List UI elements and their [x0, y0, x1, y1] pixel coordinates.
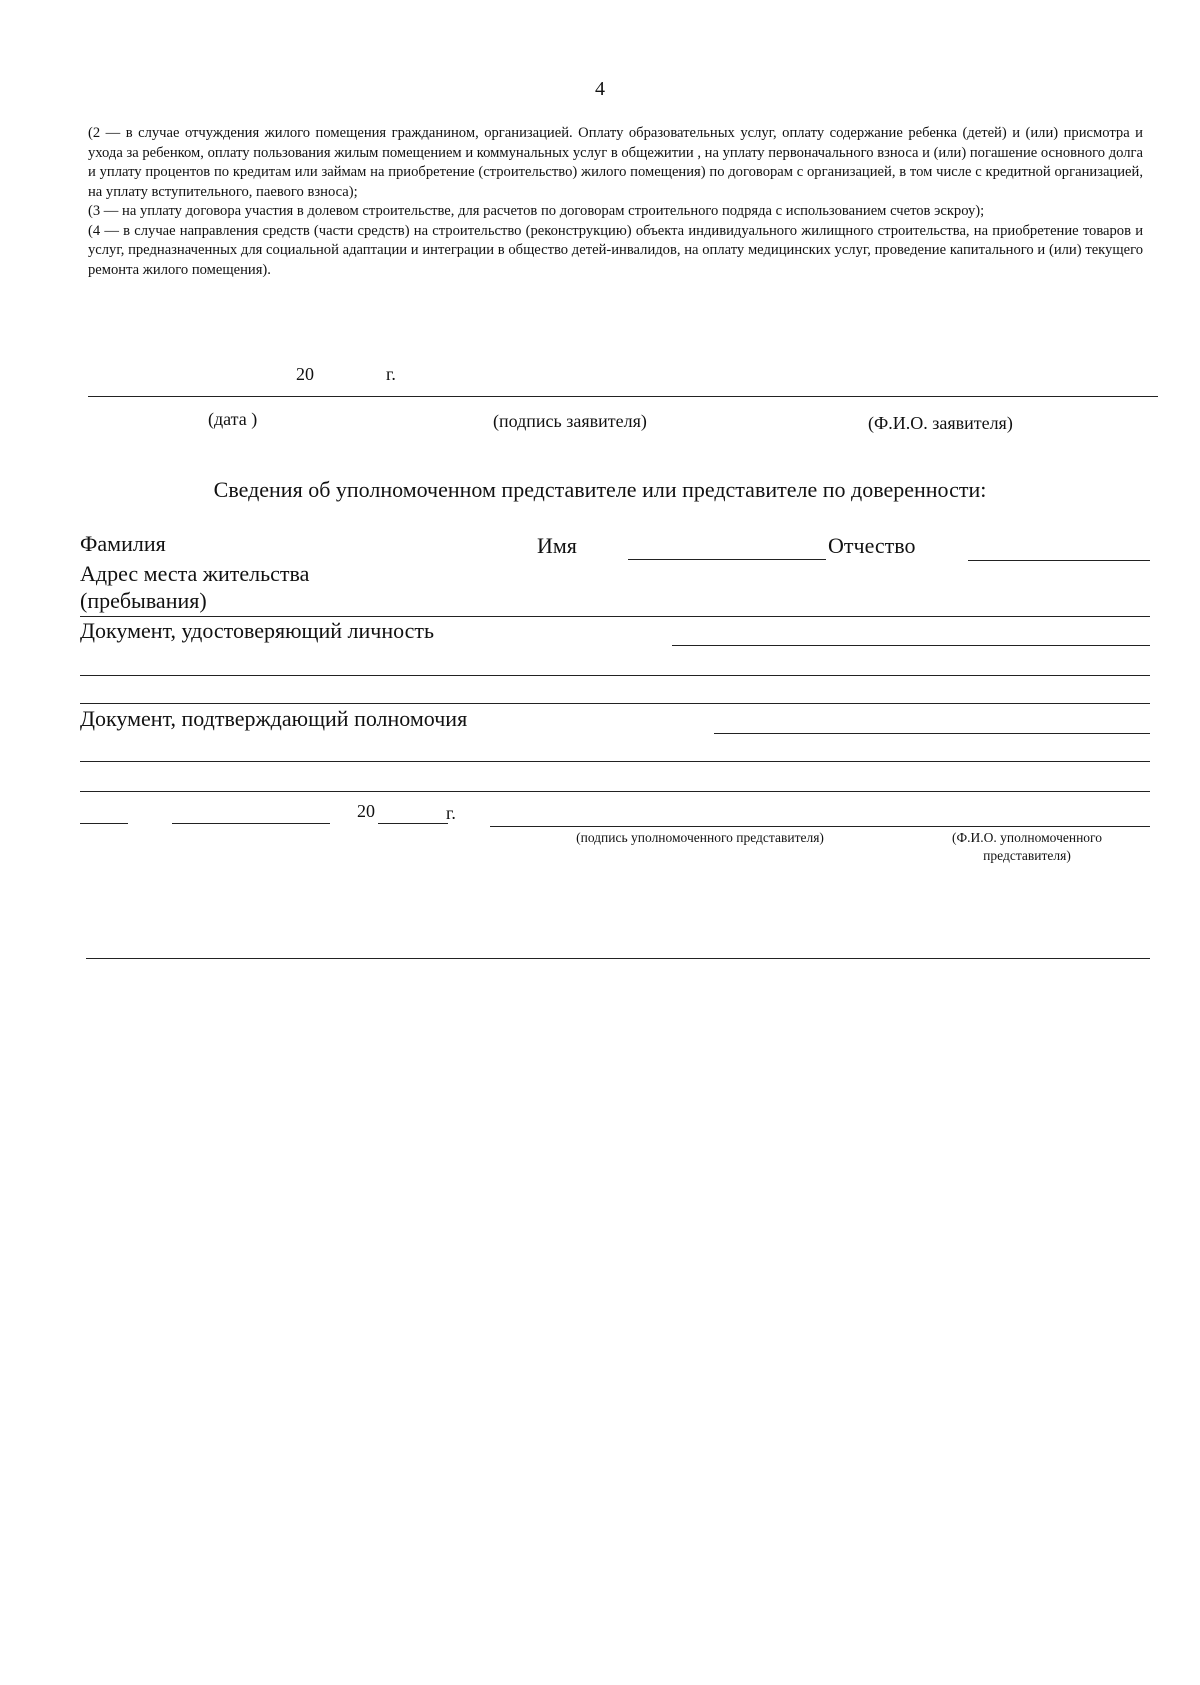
- patronymic-label: Отчество: [828, 533, 916, 558]
- rep-year-prefix: 20: [357, 801, 375, 821]
- rep-fio-caption-line1: (Ф.И.О. уполномоченного: [951, 830, 1103, 845]
- name-label: Имя: [537, 533, 577, 558]
- rep-fio-caption-line2: представителя): [983, 848, 1071, 863]
- address-field-line[interactable]: [80, 616, 1150, 617]
- authority-document-field-line-1[interactable]: [714, 733, 1150, 734]
- rep-month-line[interactable]: [172, 823, 330, 824]
- applicant-signature-caption: (подпись заявителя): [493, 411, 647, 431]
- address-label-line2: (пребывания): [80, 588, 207, 613]
- footnote-2: (2 — в случае отчуждения жилого помещения гражданином, организацией. Оплату образовательных услуг, оплату содержание ребенка (детей) и (или) присмотра и ухода за ребенком, оплату пользования жилым помещением и коммунальных услуг в общежитии , на уплату первоначального взноса и (или) погашение основного долга и уплату процентов по кредитам или займам на приобретение (строительство) жилого помещения) по договорам с организацией, в том числе с кредитной организацией, на уплату вступительного, паевого взноса);: [88, 125, 1143, 200]
- rep-year-line[interactable]: [378, 823, 448, 824]
- bottom-divider-line: [86, 958, 1150, 959]
- rep-year-suffix: г.: [446, 803, 456, 823]
- id-document-label: Документ, удостоверяющий личность: [80, 618, 435, 643]
- address-label-line1: Адрес места жительства: [80, 561, 310, 586]
- page-number: 4: [595, 78, 605, 100]
- authority-document-field-line-3[interactable]: [80, 791, 1150, 792]
- representative-section-title: Сведения об уполномоченном представителе или представителе по доверенности:: [213, 477, 987, 502]
- footnote-4: (4 — в случае направления средств (части средств) на строительство (реконструкцию) объекта индивидуального жилищного строительства, на приобретение товаров и услуг, предназначенных для социальной адаптации и интеграции в общество детей-инвалидов, на оплату медицинских услуг, проведение капитального и (или) текущего ремонта жилого помещения).: [88, 222, 1143, 278]
- surname-label: Фамилия: [80, 531, 166, 556]
- id-document-field-line-1[interactable]: [672, 645, 1150, 646]
- rep-signature-caption: (подпись уполномоченного представителя): [576, 830, 824, 845]
- id-document-field-line-3[interactable]: [80, 703, 1150, 704]
- applicant-fio-caption: (Ф.И.О. заявителя): [868, 413, 1013, 433]
- id-document-field-line-2[interactable]: [80, 675, 1150, 676]
- applicant-signature-line: [88, 396, 1158, 397]
- applicant-year-prefix: 20: [296, 364, 314, 384]
- authority-document-label: Документ, подтверждающий полномочия: [80, 706, 468, 731]
- rep-signature-line[interactable]: [490, 826, 1150, 827]
- footnote-3: (3 — на уплату договора участия в долевом строительстве, для расчетов по договорам строительного подряда с использованием счетов эскроу);: [88, 203, 985, 219]
- patronymic-field-line[interactable]: [968, 560, 1150, 561]
- name-field-line[interactable]: [628, 559, 826, 560]
- authority-document-field-line-2[interactable]: [80, 761, 1150, 762]
- applicant-year-suffix: г.: [386, 364, 396, 384]
- applicant-date-caption: (дата ): [208, 409, 258, 429]
- rep-day-line[interactable]: [80, 823, 128, 824]
- footnotes: [88, 124, 1143, 280]
